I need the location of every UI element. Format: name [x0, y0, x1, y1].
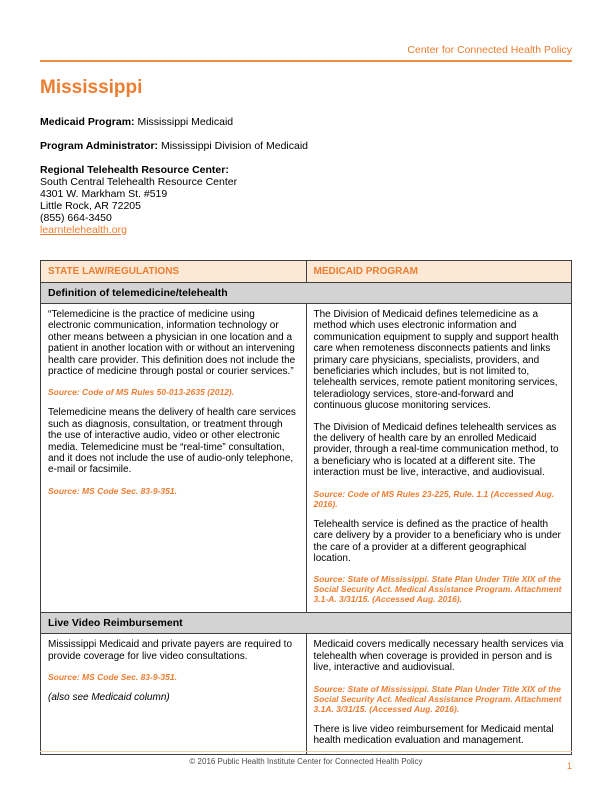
program-administrator-label: Program Administrator:	[40, 140, 159, 152]
live-video-medicaid-cell	[306, 634, 572, 755]
policy-table	[40, 260, 572, 755]
source-citation: Source: Code of MS Rules 23-225, Rule. 1.1 (Accessed Aug. 2016).	[313, 488, 555, 509]
column-header-medicaid-program: MEDICAID PROGRAM	[306, 261, 572, 283]
rtrc-website-link[interactable]: learntelehealth.org	[40, 224, 127, 236]
paragraph: Mississippi Medicaid and private payers are required to provide coverage for live video consultations.	[48, 639, 293, 662]
page-title: Mississippi	[40, 77, 143, 98]
brand-name: Center for Connected Health Policy	[407, 44, 572, 56]
source-citation: Source: Code of MS Rules 50-013-2635 (2012).	[48, 387, 235, 398]
brand-header	[40, 44, 572, 62]
page-footer	[40, 751, 572, 771]
page-number: 1	[566, 761, 572, 771]
paragraph: The Division of Medicaid defines telemedicine as a method which uses electronic information and communication equipment to supply and support health care when remoteness disconnects patients and links primary care physicians, specialists, providers, and beneficiaries which includes, but is not limited to, telehealth services, remote patient monitoring services, teleradiology services, store-and-forward and continuous glucose monitoring services.	[313, 309, 559, 412]
program-administrator-value: Mississippi Division of Medicaid	[158, 140, 309, 152]
source-citation: Source: State of Mississippi. State Plan Under Title XIX of the Social Security Act. Medical Assistance Program. Attachment 3.1-A. 3/31/15. (Accessed Aug. 2016).	[313, 574, 562, 605]
table-header-row	[41, 261, 572, 283]
paragraph: There is live video reimbursement for Medicaid mental health medication evaluation and management.	[313, 723, 554, 746]
source-citation: Source: MS Code Sec. 83-9-351.	[48, 485, 177, 496]
rtrc-name: South Central Telehealth Resource Center	[40, 176, 238, 188]
definition-medicaid-cell	[306, 304, 572, 613]
section-heading-live-video: Live Video Reimbursement	[41, 613, 572, 634]
copyright-text: © 2016 Public Health Institute Center for Connected Health Policy	[189, 757, 423, 766]
medicaid-program-label: Medicaid Program:	[40, 116, 135, 128]
definition-state-law-cell	[41, 304, 307, 613]
medicaid-program-line	[40, 116, 572, 128]
paragraph: Medicaid covers medically necessary health services via telehealth when coverage is provided in person and is live, interactive and audiovisual.	[313, 639, 564, 674]
source-citation: Source: State of Mississippi. State Plan Under Title XIX of the Social Security Act. Medical Assistance Program. Attachment 3.1A. 3/31/15. (Accessed Aug. 2016).	[313, 683, 562, 714]
table-row	[41, 304, 572, 613]
section-heading-definition: Definition of telemedicine/telehealth	[41, 283, 572, 304]
source-citation: Source: MS Code Sec. 83-9-351.	[48, 672, 177, 683]
section-row-live-video	[41, 613, 572, 634]
cross-reference-note: (also see Medicaid column)	[48, 692, 170, 704]
medicaid-program-value: Mississippi Medicaid	[134, 116, 234, 128]
program-administrator-line	[40, 140, 572, 152]
paragraph: “Telemedicine is the practice of medicine using electronic communication, information technology or other means between a physician in one location and a patient in another location with or without an intervening health care provider. This definition does not include the practice of medicine through postal or courier services.”	[48, 309, 296, 378]
section-row-definition	[41, 283, 572, 304]
column-header-state-law: STATE LAW/REGULATIONS	[41, 261, 307, 283]
live-video-state-law-cell	[41, 634, 307, 755]
paragraph: Telemedicine means the delivery of health care services such as diagnosis, consultation, or treatment through the use of interactive audio, video or other electronic media. Telemedicine must be “real-time” consultation, and it does not include the use of audio-only telephone, e-mail or facsimile.	[48, 407, 296, 476]
paragraph: Telehealth service is defined as the practice of health care delivery by a provider to a beneficiary who is under the care of a provider at a different geographical location.	[313, 518, 561, 564]
rtrc-address-city: Little Rock, AR 72205	[40, 200, 141, 212]
rtrc-phone: (855) 664-3450	[40, 212, 112, 224]
paragraph: The Division of Medicaid defines telehealth services as the delivery of health care by an enrolled Medicaid provider, through a real-time communication method, to a beneficiary who is located at a different site. The interaction must be live, interactive, and audiovisual.	[313, 421, 559, 479]
rtrc-address-street: 4301 W. Markham St. #519	[40, 188, 168, 200]
table-row	[41, 634, 572, 755]
rtrc-label: Regional Telehealth Resource Center:	[40, 164, 229, 176]
